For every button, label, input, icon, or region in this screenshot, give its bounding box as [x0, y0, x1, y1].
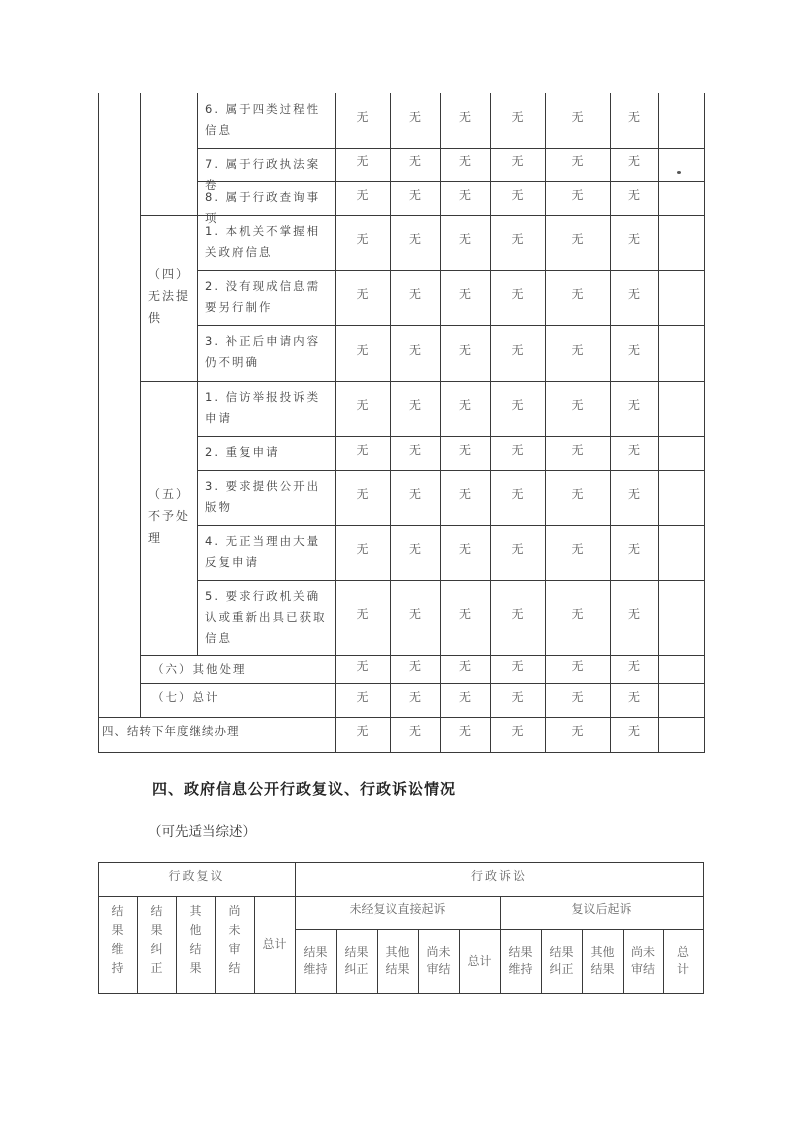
value-cell: 无	[408, 607, 421, 621]
direct-column-header: 结果纠正	[344, 945, 369, 976]
value-cell: 无	[458, 287, 471, 301]
row-label: 2. 没有现成信息需要另行制作	[205, 279, 321, 314]
value-cell: 无	[627, 442, 640, 457]
value-cell: 无	[356, 232, 369, 246]
value-cell: 无	[627, 542, 640, 556]
after-review-header: 复议后起诉	[571, 902, 632, 916]
value-cell: 无	[408, 542, 421, 556]
value-cell: 无	[356, 487, 369, 501]
value-cell: 无	[571, 724, 584, 738]
review-column-header: 结果纠正	[150, 904, 163, 975]
grid-line	[704, 93, 705, 752]
grid-line	[215, 896, 216, 993]
value-cell: 无	[571, 607, 584, 621]
value-cell: 无	[458, 689, 471, 704]
grid-line	[98, 93, 99, 752]
value-cell: 无	[571, 442, 584, 457]
value-cell: 无	[408, 658, 421, 673]
value-cell: 无	[511, 724, 524, 738]
value-cell: 无	[408, 342, 421, 357]
grid-line	[541, 929, 542, 993]
value-cell: 无	[356, 442, 369, 457]
value-cell: 无	[458, 398, 471, 412]
value-cell: 无	[511, 342, 524, 357]
grid-line	[390, 93, 391, 752]
value-cell: 无	[571, 398, 584, 412]
value-cell: 无	[356, 287, 369, 301]
value-cell: 无	[356, 342, 369, 357]
grid-line	[295, 862, 296, 993]
value-cell: 无	[627, 342, 640, 357]
grid-line	[197, 580, 705, 581]
value-cell: 无	[511, 287, 524, 301]
scan-speck	[677, 171, 681, 174]
value-cell: 无	[356, 154, 369, 168]
value-cell: 无	[571, 154, 584, 168]
row-label: 2. 重复申请	[205, 445, 280, 459]
value-cell: 无	[408, 187, 421, 202]
row-label: （七）总计	[152, 690, 220, 704]
row-label: （六）其他处理	[152, 662, 247, 676]
grid-line	[582, 929, 583, 993]
value-cell: 无	[458, 342, 471, 357]
grid-line	[140, 655, 705, 656]
grid-line	[418, 929, 419, 993]
value-cell: 无	[458, 232, 471, 246]
grid-line	[663, 929, 664, 993]
value-cell: 无	[356, 689, 369, 704]
value-cell: 无	[511, 542, 524, 556]
review-column-header: 总计	[262, 937, 287, 951]
value-cell: 无	[408, 287, 421, 301]
grid-line	[197, 148, 705, 149]
grid-line	[658, 93, 659, 752]
value-cell: 无	[627, 187, 640, 202]
review-column-header: 其他结果	[189, 904, 202, 975]
value-cell: 无	[408, 442, 421, 457]
value-cell: 无	[408, 724, 421, 738]
value-cell: 无	[571, 658, 584, 673]
after-review-column-header: 结果纠正	[549, 945, 574, 976]
value-cell: 无	[627, 689, 640, 704]
value-cell: 无	[408, 110, 421, 124]
grid-line	[254, 896, 255, 993]
row-label: 5. 要求行政机关确认或重新出具已获取信息	[205, 589, 327, 645]
value-cell: 无	[356, 110, 369, 124]
value-cell: 无	[458, 487, 471, 501]
value-cell: 无	[627, 724, 640, 738]
value-cell: 无	[571, 689, 584, 704]
direct-suit-header: 未经复议直接起诉	[349, 902, 446, 916]
grid-line	[140, 381, 705, 382]
grid-line	[140, 215, 705, 216]
review-column-header: 尚未审结	[228, 904, 241, 975]
grid-line	[197, 270, 705, 271]
value-cell: 无	[627, 658, 640, 673]
grid-line	[197, 470, 705, 471]
value-cell: 无	[627, 487, 640, 501]
grid-line	[197, 181, 705, 182]
value-cell: 无	[458, 110, 471, 124]
grid-line	[98, 993, 704, 994]
review-header: 行政复议	[168, 868, 225, 883]
value-cell: 无	[408, 154, 421, 168]
row-label: 3. 要求提供公开出版物	[205, 479, 321, 514]
grid-line	[377, 929, 378, 993]
value-cell: 无	[511, 658, 524, 673]
grid-line	[197, 325, 705, 326]
grid-line	[703, 862, 704, 993]
value-cell: 无	[356, 542, 369, 556]
after-review-column-header: 总计	[677, 945, 690, 976]
direct-column-header: 尚未审结	[426, 945, 451, 976]
after-review-column-header: 尚未审结	[630, 945, 655, 976]
grid-line	[335, 93, 336, 752]
category-label: （五）不予处理	[148, 487, 191, 545]
row-label: 四、结转下年度继续办理	[102, 724, 240, 738]
grid-line	[545, 93, 546, 752]
row-label: 4. 无正当理由大量反复申请	[205, 534, 321, 569]
value-cell: 无	[627, 607, 640, 621]
value-cell: 无	[511, 110, 524, 124]
grid-line	[490, 93, 491, 752]
grid-line	[98, 862, 99, 993]
value-cell: 无	[511, 607, 524, 621]
grid-line	[336, 929, 337, 993]
value-cell: 无	[408, 689, 421, 704]
value-cell: 无	[356, 658, 369, 673]
value-cell: 无	[356, 724, 369, 738]
value-cell: 无	[571, 287, 584, 301]
review-column-header: 结果维持	[111, 904, 124, 975]
value-cell: 无	[511, 487, 524, 501]
row-label: 3. 补正后申请内容仍不明确	[205, 334, 321, 369]
direct-column-header: 其他结果	[385, 945, 410, 976]
row-label: 7. 属于行政执法案卷	[205, 157, 321, 192]
value-cell: 无	[627, 398, 640, 412]
value-cell: 无	[458, 658, 471, 673]
grid-line	[140, 93, 141, 717]
section-title: 四、政府信息公开行政复议、行政诉讼情况	[152, 780, 457, 798]
value-cell: 无	[511, 398, 524, 412]
value-cell: 无	[511, 232, 524, 246]
value-cell: 无	[571, 232, 584, 246]
direct-column-header: 结果维持	[303, 945, 328, 976]
grid-line	[98, 896, 704, 897]
value-cell: 无	[408, 232, 421, 246]
row-label: 8. 属于行政查询事项	[205, 190, 321, 225]
value-cell: 无	[511, 154, 524, 168]
grid-line	[137, 896, 138, 993]
value-cell: 无	[511, 442, 524, 457]
grid-line	[610, 93, 611, 752]
value-cell: 无	[356, 187, 369, 202]
grid-line	[98, 717, 705, 718]
grid-line	[197, 525, 705, 526]
value-cell: 无	[571, 110, 584, 124]
section-note: （可先适当综述）	[148, 824, 256, 840]
grid-line	[459, 929, 460, 993]
grid-line	[440, 93, 441, 752]
grid-line	[140, 683, 705, 684]
after-review-column-header: 其他结果	[590, 945, 615, 976]
value-cell: 无	[356, 607, 369, 621]
value-cell: 无	[571, 187, 584, 202]
value-cell: 无	[511, 689, 524, 704]
value-cell: 无	[627, 232, 640, 246]
value-cell: 无	[408, 487, 421, 501]
value-cell: 无	[458, 442, 471, 457]
grid-line	[197, 93, 198, 655]
value-cell: 无	[458, 724, 471, 738]
row-label: 1. 信访举报投诉类申请	[205, 390, 321, 425]
value-cell: 无	[627, 110, 640, 124]
grid-line	[98, 862, 704, 863]
value-cell: 无	[627, 154, 640, 168]
grid-line	[623, 929, 624, 993]
row-label: 6. 属于四类过程性信息	[205, 102, 321, 137]
litigation-header: 行政诉讼	[470, 868, 527, 883]
value-cell: 无	[356, 398, 369, 412]
value-cell: 无	[458, 154, 471, 168]
category-label: （四）无法提供	[148, 267, 191, 325]
value-cell: 无	[571, 487, 584, 501]
grid-line	[98, 752, 705, 753]
value-cell: 无	[458, 542, 471, 556]
value-cell: 无	[458, 187, 471, 202]
value-cell: 无	[408, 398, 421, 412]
direct-column-header: 总计	[467, 953, 492, 968]
grid-line	[197, 436, 705, 437]
row-label: 1. 本机关不掌握相关政府信息	[205, 224, 321, 259]
value-cell: 无	[571, 542, 584, 556]
value-cell: 无	[458, 607, 471, 621]
grid-line	[500, 896, 501, 993]
value-cell: 无	[627, 287, 640, 301]
grid-line	[176, 896, 177, 993]
value-cell: 无	[571, 342, 584, 357]
after-review-column-header: 结果维持	[508, 945, 533, 976]
value-cell: 无	[511, 187, 524, 202]
